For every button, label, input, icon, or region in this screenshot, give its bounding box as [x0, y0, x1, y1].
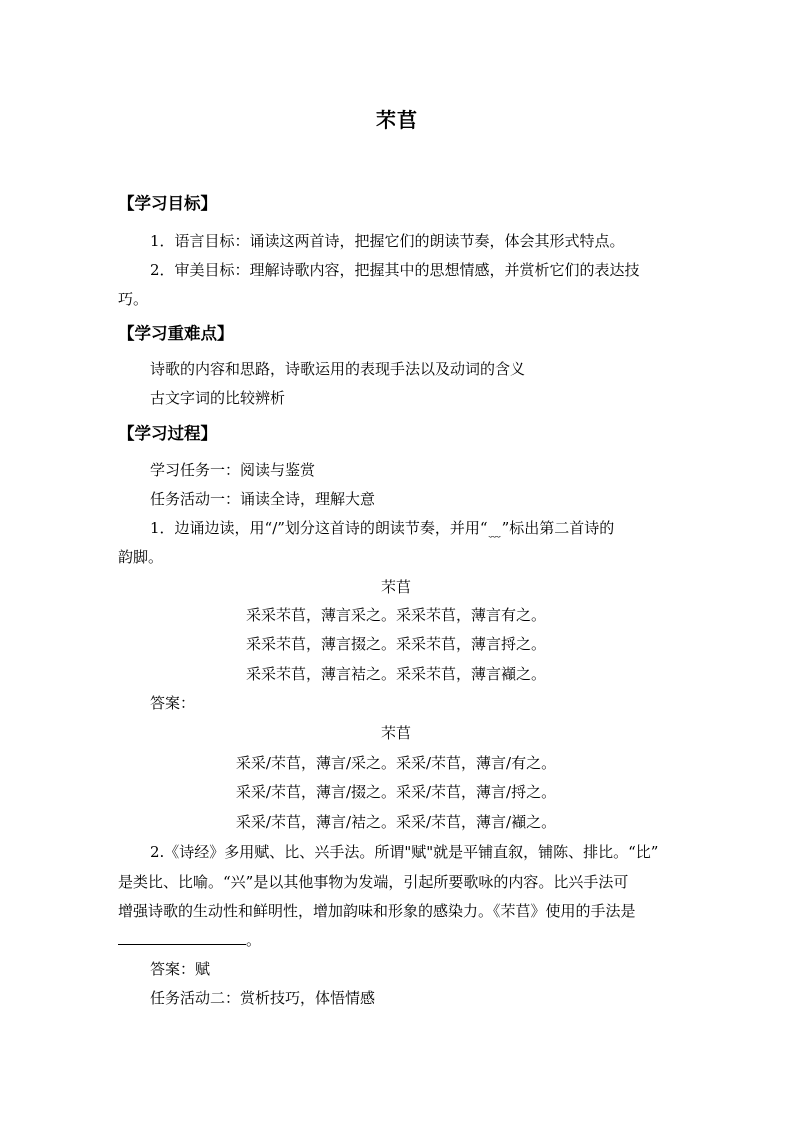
goal-2-cont: 巧。	[118, 290, 149, 308]
question-2-end: 。	[246, 931, 262, 949]
answer-blank[interactable]	[118, 930, 246, 945]
activity-1: 任务活动一：诵读全诗，理解大意	[150, 490, 376, 508]
difficulty-2: 古文字词的比较辨析	[150, 389, 286, 407]
poem-title: 芣苢	[380, 578, 411, 596]
question-1-pre: 1．边诵边读，用“/”划分这首诗的朗读节奏，并用“	[150, 519, 488, 537]
question-2-answer: 答案：赋	[150, 960, 211, 978]
question-2-line-3: 增强诗歌的生动性和鲜明性，增加韵味和形象的感染力。《芣苢》使用的手法是	[118, 902, 636, 920]
activity-2: 任务活动二：赏析技巧，体悟情感	[150, 989, 376, 1007]
question-1	[150, 518, 674, 542]
section-goals-header: 【学习目标】	[118, 194, 217, 213]
question-1-cont: 韵脚。	[118, 548, 164, 566]
wavy-underline-mark: ﹏	[488, 525, 501, 539]
answer-poem-line: 采采/芣苢，薄言/掇之。采采/芣苢，薄言/捋之。	[235, 783, 557, 801]
poem-line: 采采芣苢，薄言袺之。采采芣苢，薄言襭之。	[245, 665, 546, 683]
question-2-line-1: 2.《诗经》多用赋、比、兴手法。所谓"赋"就是平铺直叙，铺陈、排比。“比”	[150, 843, 659, 861]
answer-label: 答案：	[150, 694, 196, 712]
goal-1: 1．语言目标：诵读这两首诗，把握它们的朗读节奏，体会其形式特点。	[150, 232, 625, 250]
task-1: 学习任务一：阅读与鉴赏	[150, 461, 316, 479]
answer-poem-title: 芣苢	[380, 724, 411, 742]
poem-line: 采采芣苢，薄言采之。采采芣苢，薄言有之。	[245, 606, 546, 624]
question-1-post: ”标出第二首诗的	[501, 519, 615, 537]
poem-line: 采采芣苢，薄言掇之。采采芣苢，薄言捋之。	[245, 635, 546, 653]
answer-poem-line: 采采/芣苢，薄言/采之。采采/芣苢，薄言/有之。	[235, 754, 557, 772]
section-process-header: 【学习过程】	[118, 424, 217, 443]
section-difficulty-header: 【学习重难点】	[118, 324, 234, 343]
answer-poem-line: 采采/芣苢，薄言/袺之。采采/芣苢，薄言/襭之。	[235, 813, 557, 831]
difficulty-1: 诗歌的内容和思路，诗歌运用的表现手法以及动词的含义	[150, 360, 526, 378]
question-2-line-4	[118, 930, 674, 950]
page-title: 芣苢	[376, 108, 418, 132]
question-2-line-2: 是类比、比喻。“兴”是以其他事物为发端，引起所要歌咏的内容。比兴手法可	[118, 873, 629, 891]
goal-2: 2．审美目标：理解诗歌内容，把握其中的思想情感，并赏析它们的表达技	[150, 261, 640, 279]
